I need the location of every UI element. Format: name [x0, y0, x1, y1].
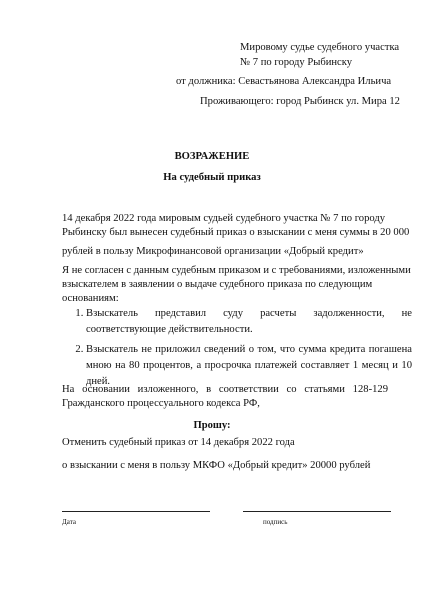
signature-label: подпись — [263, 518, 288, 526]
grounds-list — [62, 306, 412, 394]
basis-line-1: На основании изложенного, в соответствии со статьями 128-129 — [62, 384, 388, 395]
signature-line — [243, 511, 391, 512]
request-line-2: о взыскании с меня в пользу МКФО «Добрый кредит» 20000 рублей — [62, 460, 371, 471]
disagree-line-3: основаниям: — [62, 293, 119, 304]
intro-line-1: 14 декабря 2022 года мировым судьей судебного участка № 7 по городу — [62, 213, 386, 224]
addressee-line-2: № 7 по городу Рыбинску — [240, 57, 353, 68]
intro-line-3: рублей в пользу Микрофинансовой организации «Добрый кредит» — [62, 246, 364, 257]
intro-line-2: Рыбинску был вынесен судебный приказ о взыскании с меня суммы в 20 000 — [62, 227, 410, 238]
request-heading: Прошу: — [193, 420, 231, 431]
ground-item: 2. Взыскатель не приложил сведений о том, что сумма кредита погашена мною на 80 процентов, а просрочка платежей составляет 1 месяц и 10 дней. — [86, 342, 412, 390]
addressee-line-1: Мировому судье судебного участка — [240, 42, 400, 53]
ground-item: 1. Взыскатель представил суду расчеты задолженности, не соответствующие действительности. — [86, 306, 412, 338]
date-line — [62, 511, 210, 512]
debtor-line: от должника: Севастьянова Александра Ильича — [176, 76, 392, 87]
basis-line-2: Гражданского процессуального кодекса РФ, — [62, 398, 260, 409]
document-subtitle: На судебный приказ — [163, 172, 261, 183]
disagree-line-2: взыскателем в заявлении о выдаче судебного приказа по следующим — [62, 279, 373, 290]
disagree-line-1: Я не согласен с данным судебным приказом и с требованиями, изложенными — [62, 265, 411, 276]
document-title: ВОЗРАЖЕНИЕ — [174, 151, 250, 162]
residence-line: Проживающего: город Рыбинск ул. Мира 12 — [200, 96, 400, 107]
request-line-1: Отменить судебный приказ от 14 декабря 2022 года — [62, 437, 295, 448]
date-label: Дата — [62, 518, 76, 526]
